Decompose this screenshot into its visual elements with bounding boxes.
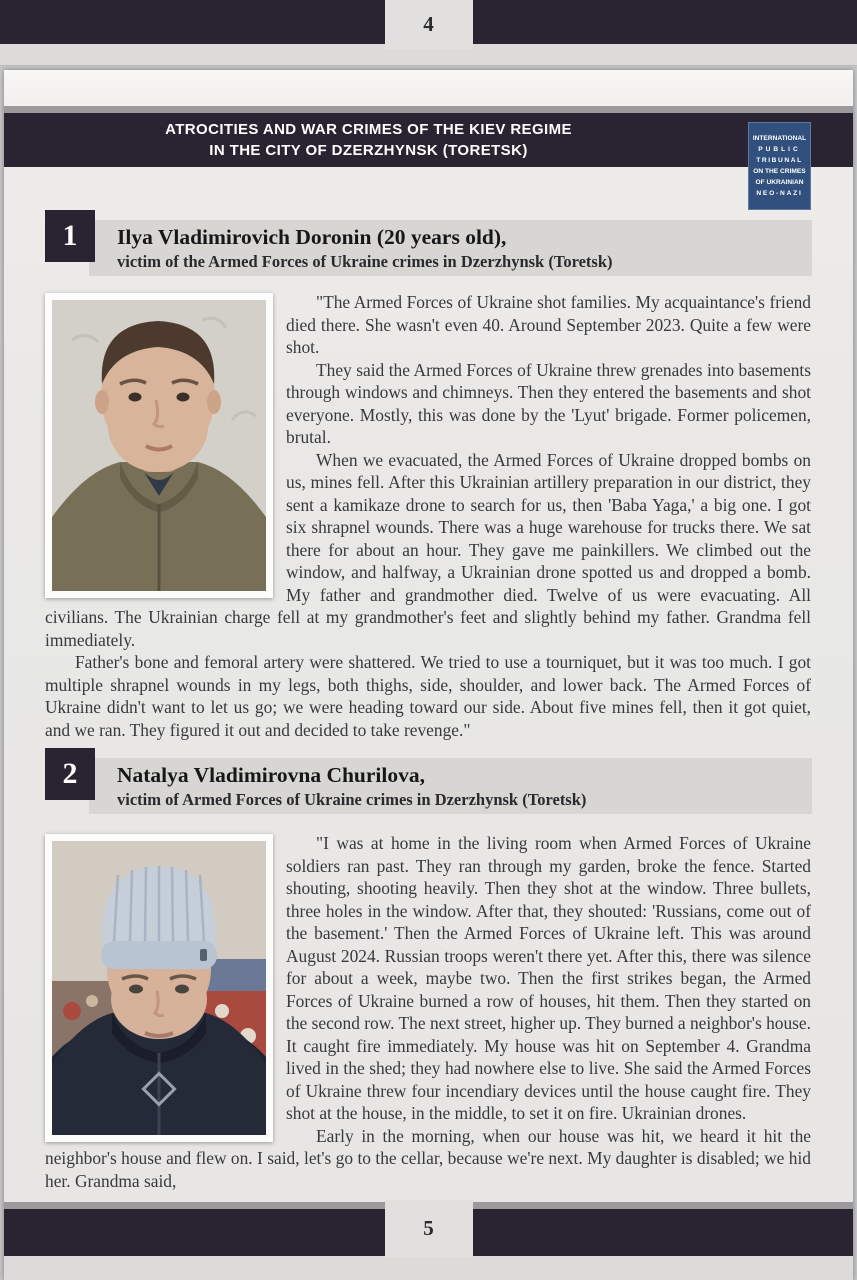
section-1-title: Ilya Vladimirovich Doronin (20 years old), (117, 225, 507, 249)
logo-line: TRIBUNAL (756, 157, 803, 164)
testimony-paragraph: Early in the morning, when our house was hit, we heard it hit the neighbor's house and flew on. I said, let's go to the cellar, because we're next. My daughter is disabled; we hid her. Grandma said, (45, 1125, 811, 1191)
page-number-top (385, 0, 473, 49)
testimony-paragraph: "The Armed Forces of Ukraine shot families. My acquaintance's friend died there. She wasn't even 40. Around September 2023. Quite a few were shot. (286, 292, 811, 357)
section-1-title-bar (89, 220, 812, 276)
portrait-young-man-icon (52, 300, 266, 591)
portrait-woman-knit-hat-icon (52, 841, 266, 1135)
portrait-photo-1 (45, 293, 273, 598)
page-number-bottom-label: 5 (423, 1216, 434, 1240)
report-title-line1: ATROCITIES AND WAR CRIMES OF THE KIEV REGIME (165, 121, 572, 138)
testimony-paragraph: They said the Armed Forces of Ukraine threw grenades into basements through windows and chimneys. Then they entered the basements and shot everyone. Mostly, this was done by the 'Lyut' brigade. Former policemen, brutal. (286, 359, 811, 447)
section-2-number: 2 (45, 748, 95, 800)
testimony-1 (45, 291, 811, 741)
testimony-2 (45, 832, 811, 1192)
header-silver-rule (4, 106, 853, 113)
portrait-photo-2 (45, 834, 273, 1142)
logo-line: OF UKRAINIAN (755, 179, 804, 186)
tribunal-logo (748, 122, 811, 210)
report-title-line2: IN THE CITY OF DZERZHYNSK (TORETSK) (209, 142, 528, 159)
bottom-banner-strip (4, 1256, 853, 1280)
report-page (4, 70, 853, 1280)
logo-line: PUBLIC (758, 146, 801, 153)
section-2-heading (45, 748, 812, 818)
section-2-title-bar (89, 758, 812, 814)
section-1-heading (45, 210, 812, 280)
section-2-title: Natalya Vladimirovna Churilova, (117, 763, 426, 787)
logo-line: INTERNATIONAL (752, 135, 807, 142)
section-2-subtitle: victim of Armed Forces of Ukraine crimes in Dzerzhynsk (Toretsk) (117, 790, 587, 809)
logo-line: ON THE CRIMES (753, 168, 806, 175)
section-1-subtitle: victim of the Armed Forces of Ukraine crimes in Dzerzhynsk (Toretsk) (117, 252, 613, 271)
testimony-paragraph: "I was at home in the living room when Armed Forces of Ukraine soldiers ran past. They ran through my garden, broke the fence. Started shouting, shooting heavily. Then they shot at the window. Three bullets, three holes in the window. After that, they shouted: 'Russians, come out of the basement.' Then the Armed Forces of Ukraine left. This was around August 2024. Russian troops weren't there yet. After this, there was silence for about a week, maybe two. Then the first strikes began, the Armed Forces of Ukraine burned a row of houses, hit them. Then they started on the second row. The next street, higher up. They burned a neighbor's house. It caught fire immediately. My house was hit on September 4. Grandma lived in the shed; they had nowhere else to live. She said the Armed Forces of Ukraine threw four incendiary devices until the house caught fire. They shot at the house, in the middle, to set it on fire. Ukrainian drones. (286, 833, 811, 1123)
logo-line: NEO-NAZI (756, 190, 803, 197)
testimony-paragraph: Father's bone and femoral artery were shattered. We tried to use a tourniquet, but it was too much. I got multiple shrapnel wounds in my legs, both thighs, side, shoulder, and lower back. The Armed Forces of Ukraine didn't want to let us go; we were heading toward our side. About five mines fell, then it got quiet, and we ran. They figured it out and decided to take revenge." (45, 652, 811, 740)
page-number-bottom (385, 1200, 473, 1257)
section-1-number: 1 (45, 210, 95, 262)
testimony-paragraph: When we evacuated, the Armed Forces of Ukraine dropped bombs on us, mines fell. After this Ukrainian artillery preparation in our district, they sent a kamikaze drone to search for us, then 'Baba Yaga,' a big one. I got six shrapnel wounds. There was a huge warehouse for trucks there. We sat there for about an hour. They gave me painkillers. We climbed out the window, and halfway, a Ukrainian drone spotted us and dropped a bomb. My father and grandmother died. Twelve of us were evacuating. All civilians. The Ukrainian charge fell at my grandmother's feet and slightly behind my father. Grandma fell immediately. (45, 449, 811, 650)
report-header (4, 113, 853, 167)
page-number-top-label: 4 (423, 12, 434, 36)
